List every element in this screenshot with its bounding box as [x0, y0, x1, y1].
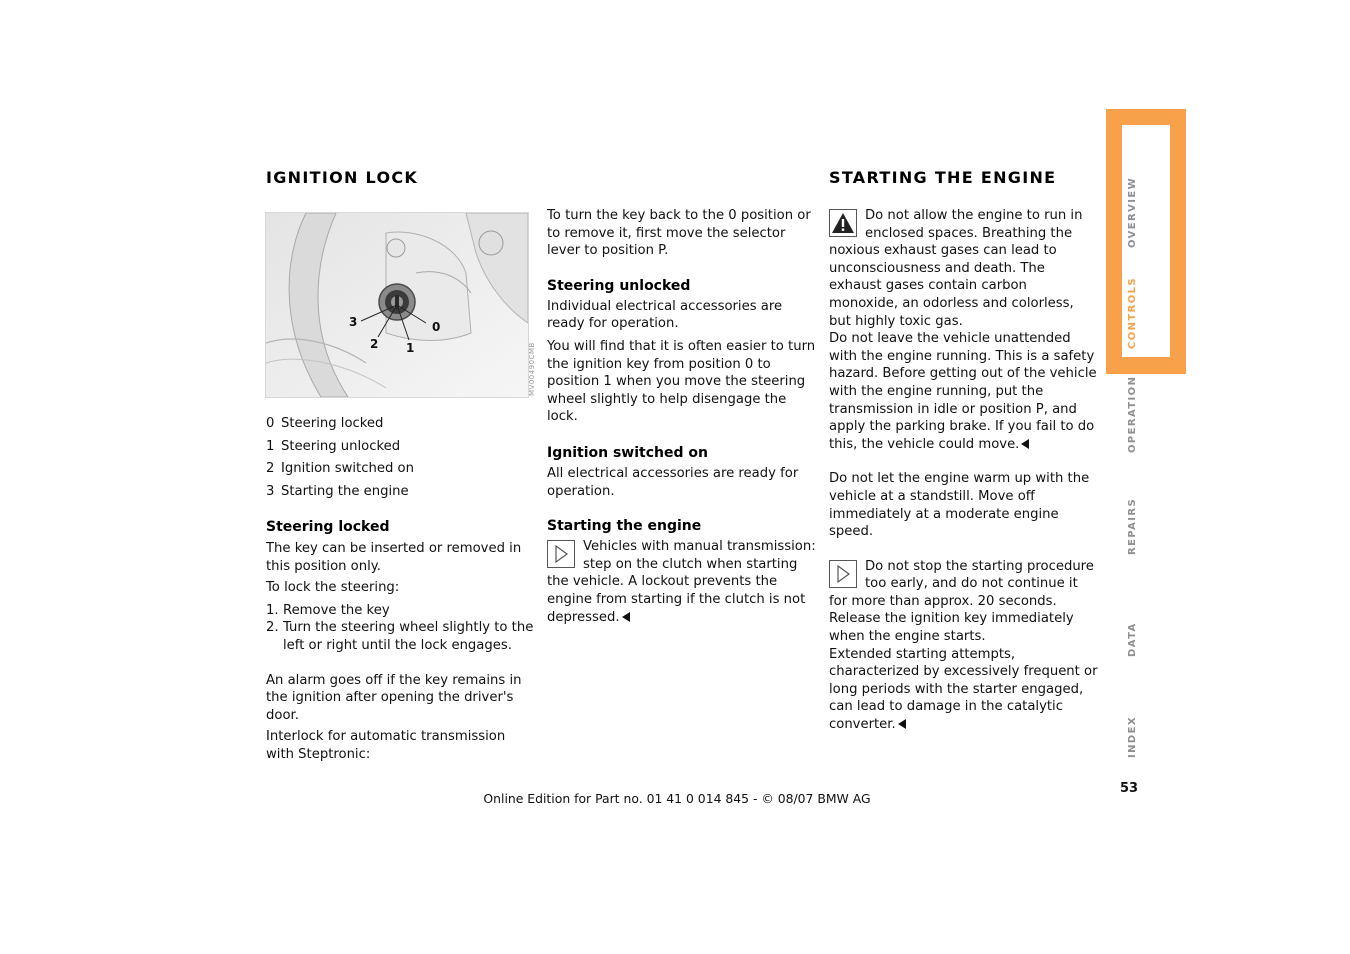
note-text: Vehicles with manual transmission: step on the clutch when starting the vehicle. A lockout prevents the engine from starting if the clutch is not depressed.: [547, 539, 816, 625]
list-item: 2. Turn the steering wheel slightly to the left or right until the lock engages.: [266, 620, 534, 653]
note-arrow-icon: [547, 540, 575, 568]
section-heading-starting-the-engine: STARTING THE ENGINE: [829, 168, 1057, 187]
paragraph: All electrical accessories are ready for operation.: [547, 465, 799, 499]
list-item: 1 Steering unlocked: [266, 438, 401, 454]
subheading-steering-locked: Steering locked: [266, 519, 390, 535]
tab-repairs[interactable]: REPAIRS: [1127, 497, 1138, 555]
page-number: 53: [1120, 781, 1139, 796]
warning-triangle-icon: [829, 209, 857, 237]
subheading-starting-the-engine: Starting the engine: [547, 518, 702, 535]
end-of-section-icon: [622, 612, 630, 622]
note-text: Do not stop the starting procedure too early, and do not continue it for more than approx. 20 seconds. Release the ignition key immediately when the engine starts.: [829, 558, 1094, 645]
tab-data[interactable]: DATA: [1127, 622, 1138, 657]
paragraph: Interlock for automatic transmission with Steptronic:: [266, 729, 506, 762]
figure-label-2: 2: [370, 337, 379, 351]
paragraph: You will find that it is often easier to turn the ignition key from position 0 to position 1 when you move the steering wheel slightly to help disengage the lock.: [547, 338, 816, 425]
warning-text: Do not allow the engine to run in enclosed spaces. Breathing the noxious exhaust gases can lead to unconsciousness and death. The exhaust gases contain carbon monoxide, an odorless and colorless, but highly toxic gas.: [829, 208, 1083, 329]
list-item: 1. Remove the key: [266, 602, 390, 618]
ignition-lock-figure: [265, 212, 529, 398]
figure-label-0: 0: [432, 320, 441, 334]
note-block: [829, 558, 1099, 646]
figure-label-3: 3: [349, 315, 358, 329]
list-item: 0 Steering locked: [266, 416, 384, 431]
right-column: [829, 207, 1099, 734]
list-item: 3 Starting the engine: [266, 483, 409, 499]
paragraph: Do not leave the vehicle unattended with the engine running. This is a safety hazard. Before getting out of the vehicle with the engine running, put the transmission in idle or position P, and apply the parking brake. If you fail to do this, the vehicle could move.: [829, 331, 1097, 452]
position-list: [266, 415, 536, 500]
steering-locked-section: [266, 518, 534, 764]
tab-overview[interactable]: OVERVIEW: [1127, 176, 1138, 248]
figure-label-1: 1: [406, 341, 415, 355]
subheading-ignition-switched-on: Ignition switched on: [547, 444, 708, 461]
figure-code: MV00490CMB: [528, 342, 536, 396]
warning-block: [829, 207, 1099, 330]
footer-text: Online Edition for Part no. 01 41 0 014 845 - © 08/07 BMW AG: [483, 791, 871, 806]
middle-column: [547, 207, 817, 626]
note-arrow-icon: [829, 560, 857, 588]
section-heading-ignition-lock: IGNITION LOCK: [266, 168, 419, 187]
ignition-lock-illustration: [266, 213, 528, 397]
tab-operation[interactable]: OPERATION: [1127, 375, 1138, 453]
paragraph: To turn the key back to the 0 position or to remove it, first move the selector lever to position P.: [547, 208, 811, 259]
paragraph: Individual electrical accessories are ready for operation.: [547, 298, 783, 332]
paragraph: Extended starting attempts, characterized by excessively frequent or long periods with the starter engaged, can lead to damage in the catalytic converter.: [829, 646, 1098, 733]
tab-controls[interactable]: CONTROLS: [1127, 276, 1138, 349]
paragraph: Do not let the engine warm up with the vehicle at a standstill. Move off immediately at a moderate engine speed.: [829, 471, 1090, 540]
end-of-section-icon: [1021, 439, 1029, 449]
paragraph: To lock the steering:: [266, 580, 400, 596]
list-item: 2 Ignition switched on: [266, 461, 414, 477]
paragraph: An alarm goes off if the key remains in the ignition after opening the driver's door.: [266, 672, 522, 723]
note-block: [547, 538, 817, 626]
paragraph: The key can be inserted or removed in this position only.: [266, 541, 522, 574]
subheading-steering-unlocked: Steering unlocked: [547, 277, 691, 294]
end-of-section-icon: [898, 719, 906, 729]
tab-index[interactable]: INDEX: [1127, 716, 1138, 758]
